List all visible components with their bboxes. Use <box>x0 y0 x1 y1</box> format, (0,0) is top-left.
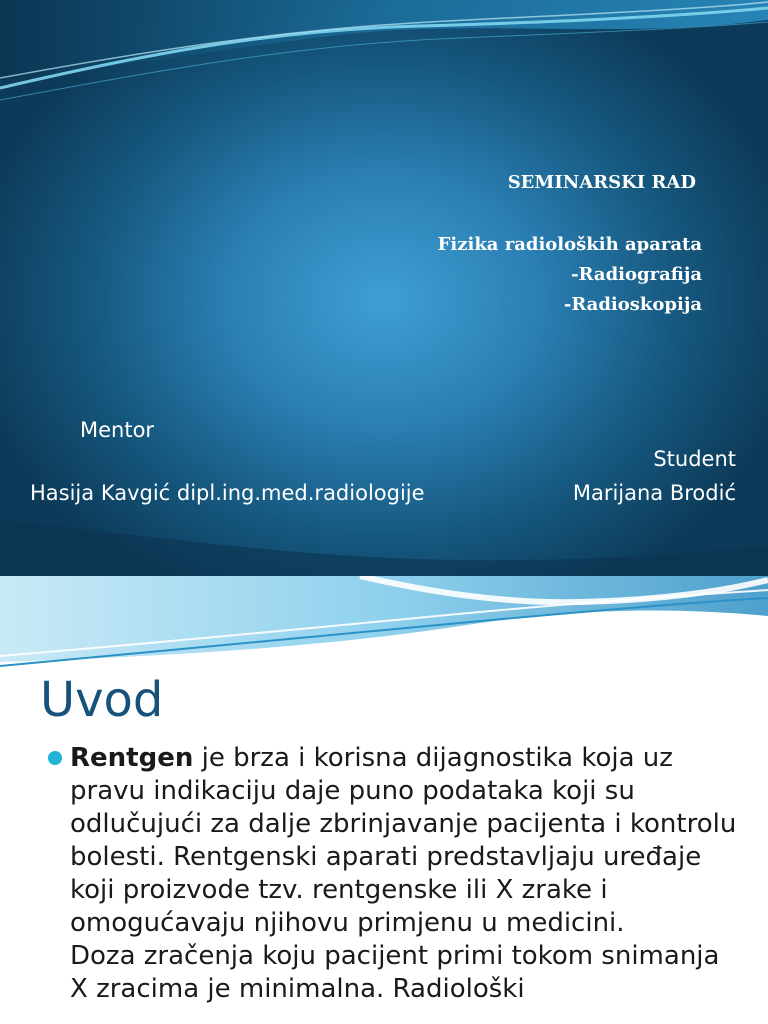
bullet-item <box>44 742 744 1006</box>
continuation-paragraph: Doza zračenja koju pacijent primi tokom snimanja X zracima je minimalna. Radiološki <box>70 941 720 1004</box>
subtopic-radiografija: -Radiografija <box>571 264 702 285</box>
intro-slide <box>0 576 768 1024</box>
seminar-heading: SEMINARSKI RAD <box>507 172 696 193</box>
slide-title: Uvod <box>40 672 164 728</box>
mentor-name: Hasija Kavgić dipl.ing.med.radiologije <box>30 481 425 505</box>
subtopic-radioskopija: -Radioskopija <box>563 294 702 315</box>
bullet-bold-term: Rentgen <box>70 743 194 773</box>
bullet-text: je brza i korisna dijagnostika koja uz pravu indikaciju daje puno podataka koji su odlučujući za dalje zbrinjavanje pacijenta i kontrolu bolesti. Rentgenski aparati predstavljaju uređaje koji proizvode tzv. rentgenske ili X zrake i omogućavaju njihovu primjenu u medicini. <box>70 743 737 938</box>
student-name: Marijana Brodić <box>572 481 736 505</box>
course-title: Fizika radioloških aparata <box>437 234 702 255</box>
bullet-paragraph <box>44 742 744 940</box>
mentor-label: Mentor <box>80 418 155 442</box>
bullet-icon <box>48 751 62 765</box>
student-label: Student <box>653 447 736 471</box>
wave-decoration-top <box>0 576 768 686</box>
